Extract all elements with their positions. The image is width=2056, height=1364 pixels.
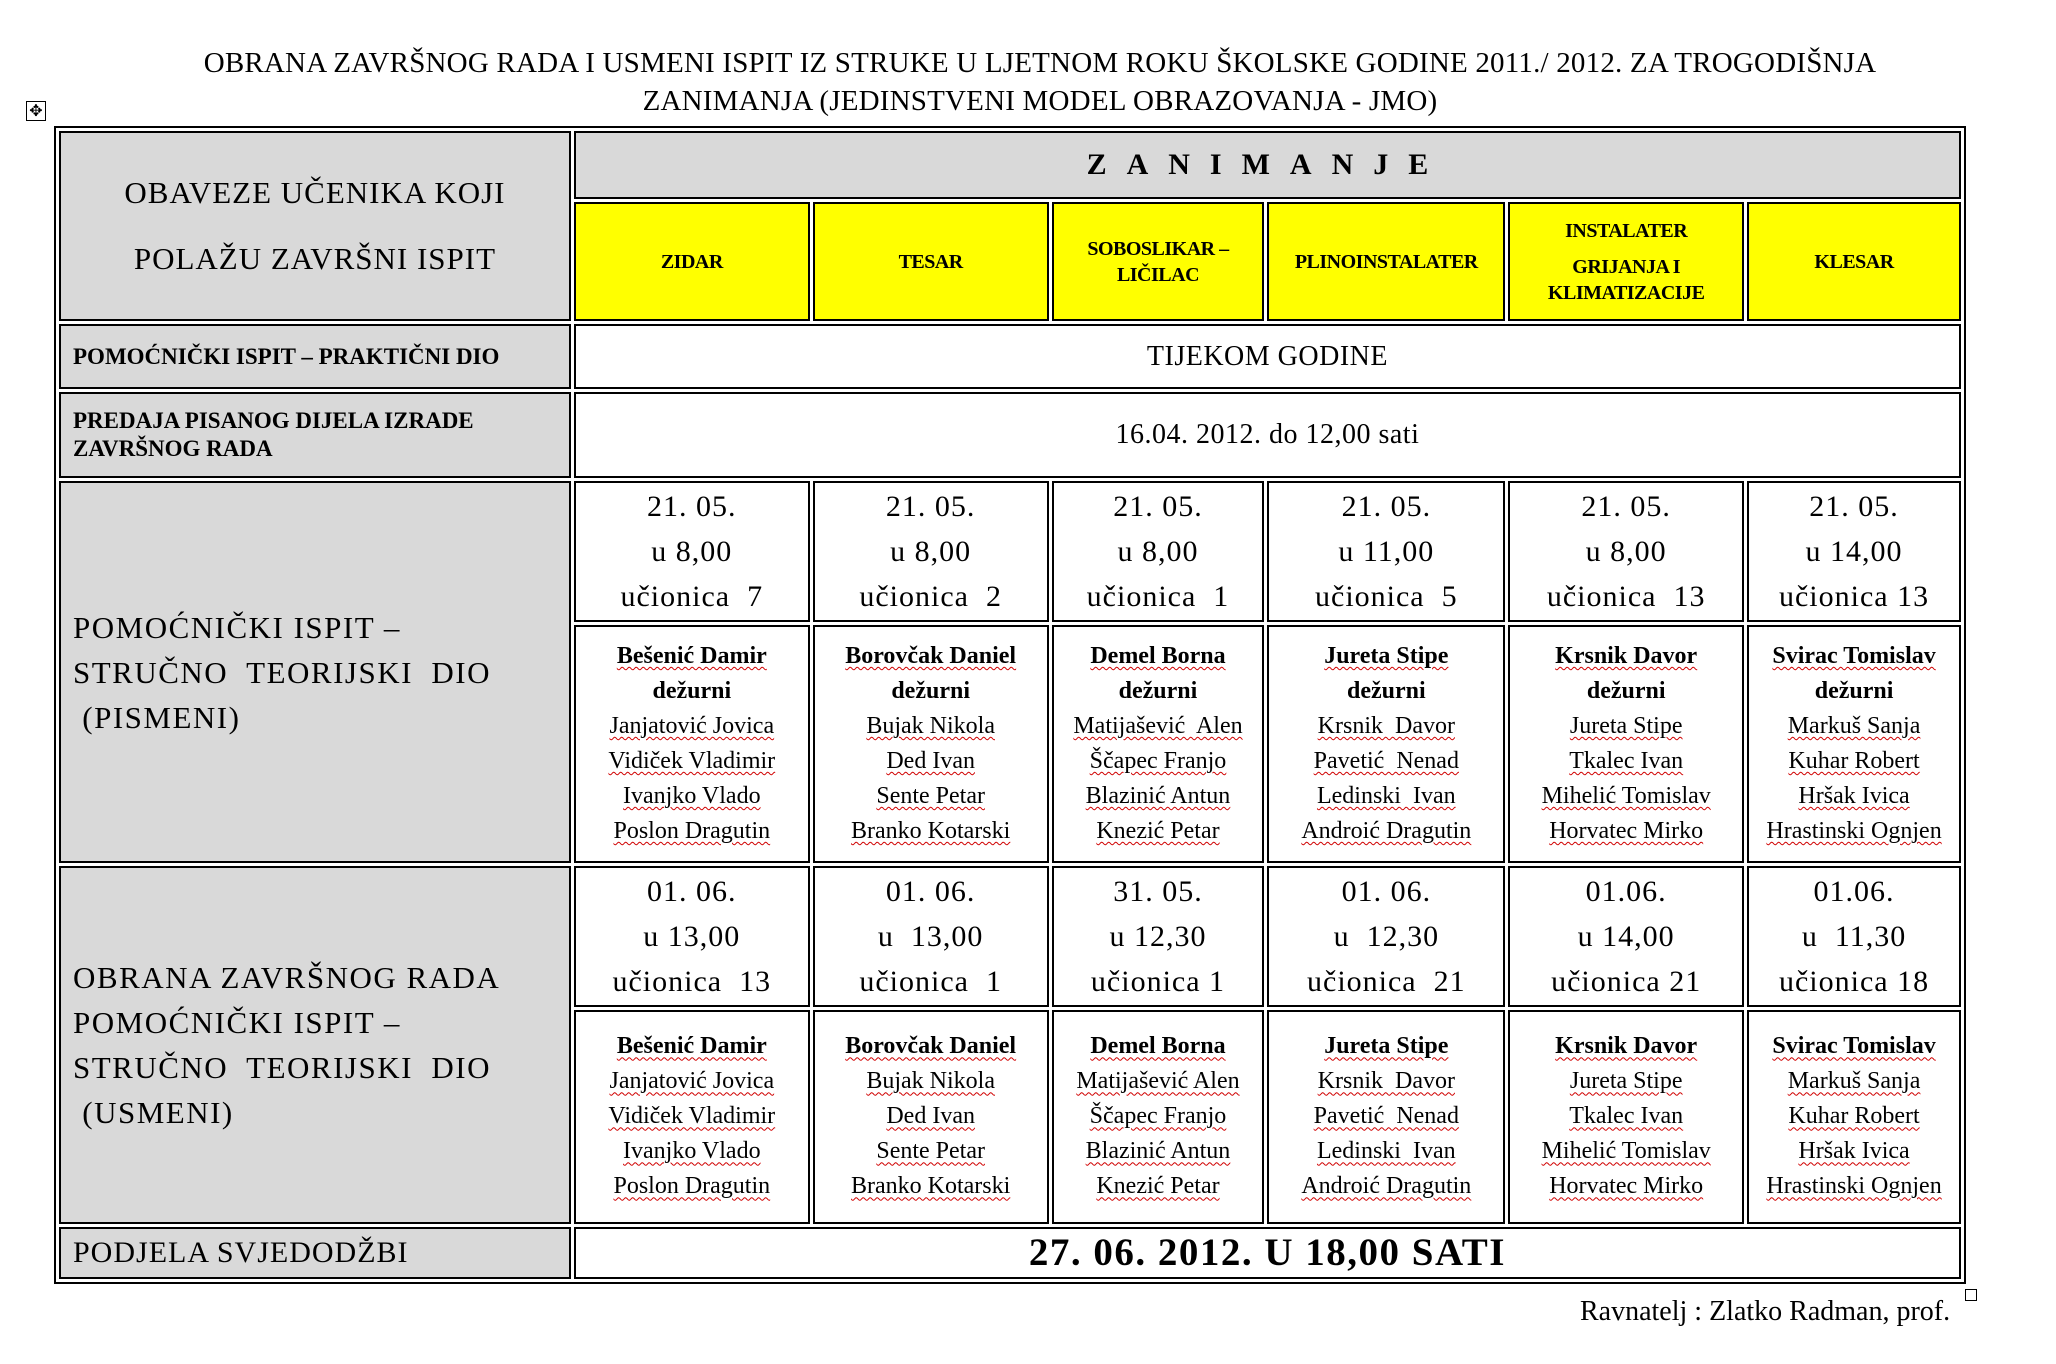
obligations-header [59,131,571,321]
table-move-icon[interactable]: ✥ [26,101,46,121]
occupation-name-line: PLINOINSTALATER [1294,250,1478,273]
committee-member-name: Ledinski Ivan [1316,1138,1456,1165]
committee-member [1269,1134,1503,1169]
occupation-name-line: GRIJANJA I [1572,255,1681,278]
committee-head [1054,639,1263,674]
exam-room: učionica 1 [1086,580,1230,614]
committee-member [815,1134,1047,1169]
committee-cell [1267,625,1505,863]
exam-room: učionica 7 [620,580,764,614]
committee-cell [1052,625,1265,863]
committee-member [1510,1134,1742,1169]
committee-member [1510,779,1742,814]
exam-time: u 11,00 [1338,535,1435,569]
committee-member [1269,744,1503,779]
committee-member-name: Knezić Petar [1096,818,1220,845]
exam-time: u 8,00 [1117,535,1199,569]
exam-date: 21. 05. [647,490,737,524]
committee-member-name: Hrastinski Ognjen [1766,1173,1942,1200]
committee-head [1269,1029,1503,1064]
exam-time: u 8,00 [651,535,733,569]
duty-label: dežurni [1814,678,1894,705]
occupation-header [574,202,810,321]
committee-member-name: Androić Dragutin [1301,818,1472,845]
committee-member [1054,1099,1263,1134]
committee-head-name: Borovčak Daniel [845,1033,1017,1060]
committee-member [815,744,1047,779]
committee-head-name: Demel Borna [1090,643,1226,670]
committee-member-name: Sente Petar [876,1138,985,1165]
committee-member-name: Ded Ivan [886,1103,975,1130]
occupation-header [1052,202,1265,321]
committee-member [1510,1099,1742,1134]
committee-member [1269,1169,1503,1204]
occupation-header [1747,202,1961,321]
row-label-line: STRUČNO TEORIJSKI DIO [73,1049,492,1085]
row-label-line: OBRANA ZAVRŠNOG RADA [73,959,501,995]
exam-date: 01.06. [1585,875,1667,909]
signature [1580,1296,1950,1328]
committee-member [1269,1099,1503,1134]
exam-room: učionica 1 [859,965,1002,999]
committee-member [1054,1169,1263,1204]
schedule-table [54,126,1966,1284]
certificates-value: 27. 06. 2012. U 18,00 SATI [574,1227,1961,1279]
committee-head-name: Krsnik Davor [1555,1033,1698,1060]
exam-slot [1508,866,1744,1007]
committee-cell [813,625,1049,863]
obligations-line-1: OBAVEZE UČENIKA KOJI [124,175,506,211]
committee-member-name: Hršak Ivica [1798,783,1910,810]
written-label [59,481,571,863]
committee-member [1749,744,1959,779]
committee-member [1054,814,1263,849]
exam-date: 21. 05. [1809,490,1899,524]
title-line-2: ZANIMANJA (JEDINSTVENI MODEL OBRAZOVANJA - JMO) [642,85,1438,117]
committee-member-name: Hrastinski Ognjen [1766,818,1942,845]
committee-member [815,1099,1047,1134]
exam-room: učionica 21 [1307,965,1466,999]
occupation-name-line: ZIDAR [660,250,723,273]
committee-member [1510,1064,1742,1099]
oral-slots-row [59,866,1961,1007]
exam-date: 01. 06. [885,875,976,909]
committee-head-name: Svirac Tomislav [1772,643,1936,670]
committee-head [1269,639,1503,674]
duty-label: dežurni [652,678,732,705]
occupation-header [813,202,1049,321]
committee-head-name: Borovčak Daniel [845,643,1017,670]
exam-time: u 8,00 [1585,535,1667,569]
committee-head [1054,1029,1263,1064]
committee-cell [1747,625,1961,863]
committee-member-name: Knezić Petar [1096,1173,1220,1200]
committee-head-name: Krsnik Davor [1555,643,1698,670]
occupation-name-line: INSTALATER [1565,219,1688,242]
committee-member [1269,1064,1503,1099]
committee-member [576,1134,808,1169]
committee-member-name: Vidiček Vladimir [608,1103,776,1130]
exam-slot [574,481,810,622]
committee-head-name: Bešenić Damir [616,1033,767,1060]
exam-slot [1508,481,1744,622]
committee-member [1749,709,1959,744]
exam-time: u 13,00 [643,920,741,954]
committee-member [576,779,808,814]
committee-member [576,814,808,849]
exam-room: učionica 5 [1315,580,1458,614]
occupation-name-line: TESAR [898,250,963,273]
committee-member [815,814,1047,849]
row-label-line: (USMENI) [73,1094,234,1130]
exam-slot [1747,866,1961,1007]
occupation-name-line: KLESAR [1814,250,1894,273]
committee-member-name: Pavetić Nenad [1313,748,1459,775]
committee-head [1510,1029,1742,1064]
exam-date: 01. 06. [1341,875,1432,909]
exam-slot [1052,481,1265,622]
committee-member-name: Kuhar Robert [1788,1103,1920,1130]
committee-cell [574,625,810,863]
committee-cell [813,1010,1049,1224]
committee-member [1054,1064,1263,1099]
committee-member-name: Ivanjko Vlado [623,783,761,810]
occupation-name-line: LIČILAC [1116,263,1200,286]
committee-member [1269,709,1503,744]
practical-label: POMOĆNIČKI ISPIT – PRAKTIČNI DIO [59,324,571,388]
committee-head [576,639,808,674]
committee-member [1269,779,1503,814]
written-slots-row [59,481,1961,622]
exam-room: učionica 13 [1778,580,1930,614]
committee-cell [1052,1010,1265,1224]
committee-member [1510,744,1742,779]
exam-time: u 12,30 [1333,920,1440,954]
exam-time: u 13,00 [877,920,984,954]
committee-member [1749,1064,1959,1099]
exam-slot [813,866,1049,1007]
committee-head [815,1029,1047,1064]
exam-room: učionica 13 [1546,580,1706,614]
committee-head [576,1029,808,1064]
obligations-line-2: POLAŽU ZAVRŠNI ISPIT [133,241,497,277]
exam-room: učionica 1 [1090,965,1226,999]
exam-date: 21. 05. [1581,490,1671,524]
committee-member [1749,814,1959,849]
committee-member-name: Kuhar Robert [1788,748,1920,775]
committee-member-name: Bujak Nikola [866,1068,995,1095]
row-label-line: (PISMENI) [73,699,241,735]
exam-room: učionica 13 [612,965,772,999]
title-line-1: OBRANA ZAVRŠNOG RADA I USMENI ISPIT IZ STRUKE U LJETNOM ROKU ŠKOLSKE GODINE 2011./ 2012. ZA TROGODIŠNJA [203,47,1877,79]
committee-head [1510,639,1742,674]
committee-cell [1508,625,1744,863]
committee-member-name: Matijašević Alen [1076,1068,1240,1095]
document-title [40,44,2040,120]
committee-member [1510,814,1742,849]
occupation-name-line: KLIMATIZACIJE [1547,281,1705,304]
committee-member-name: Janjatović Jovica [609,1068,775,1095]
committee-member-name: Vidiček Vladimir [608,748,776,775]
committee-member-name: Ivanjko Vlado [623,1138,761,1165]
exam-slot [1052,866,1265,1007]
committee-member-name: Tkalec Ivan [1569,1103,1684,1130]
submission-label [59,392,571,479]
committee-member-name: Pavetić Nenad [1313,1103,1459,1130]
committee-member-name: Jureta Stipe [1569,1068,1683,1095]
committee-cell [1508,1010,1744,1224]
committee-member-name: Janjatović Jovica [609,713,775,740]
certificates-label: PODJELA SVJEDODŽBI [59,1227,571,1279]
committee-member-name: Krsnik Davor [1317,713,1455,740]
committee-member [1269,814,1503,849]
row-label-line: POMOĆNIČKI ISPIT – [73,1004,401,1040]
submission-label-line-2: ZAVRŠNOG RADA [73,436,273,462]
committee-member-name: Ščapec Franjo [1089,1103,1227,1130]
exam-date: 01.06. [1813,875,1895,909]
committee-member-name: Tkalec Ivan [1569,748,1684,775]
submission-value: 16.04. 2012. do 12,00 sati [574,392,1961,479]
exam-time: u 14,00 [1577,920,1675,954]
exam-room: učionica 21 [1551,965,1702,999]
committee-member [1510,709,1742,744]
exam-time: u 8,00 [890,535,972,569]
committee-member [1749,1169,1959,1204]
exam-time: u 11,30 [1801,920,1907,954]
committee-member-name: Markuš Sanja [1787,713,1921,740]
committee-head [1749,639,1959,674]
committee-member [576,1064,808,1099]
occupation-group-header: ZANIMANJE [574,131,1961,199]
table-resize-handle[interactable] [1965,1289,1977,1301]
exam-date: 31. 05. [1113,875,1203,909]
committee-member-name: Branko Kotarski [851,1173,1011,1200]
exam-date: 01. 06. [647,875,737,909]
committee-head-name: Svirac Tomislav [1772,1033,1936,1060]
committee-member-name: Ded Ivan [886,748,975,775]
duty-label: dežurni [1586,678,1666,705]
committee-member-name: Jureta Stipe [1569,713,1683,740]
committee-head-name: Bešenić Damir [616,643,767,670]
committee-member-name: Krsnik Davor [1317,1068,1455,1095]
exam-slot [1267,866,1505,1007]
committee-member-name: Hršak Ivica [1798,1138,1910,1165]
committee-member-name: Mihelić Tomislav [1541,1138,1711,1165]
committee-member [815,709,1047,744]
oral-label [59,866,571,1224]
exam-slot [1747,481,1961,622]
committee-member [1054,744,1263,779]
committee-member [1510,1169,1742,1204]
committee-cell [574,1010,810,1224]
exam-time: u 14,00 [1805,535,1903,569]
exam-room: učionica 2 [859,580,1002,614]
committee-member [576,1169,808,1204]
committee-member-name: Mihelić Tomislav [1541,783,1711,810]
committee-member-name: Blazinić Antun [1085,783,1231,810]
committee-member [815,1169,1047,1204]
committee-member-name: Sente Petar [876,783,985,810]
committee-member [1749,779,1959,814]
committee-member-name: Ščapec Franjo [1089,748,1227,775]
committee-member [1749,1134,1959,1169]
duty-label: dežurni [891,678,970,705]
committee-member-name: Branko Kotarski [851,818,1011,845]
exam-date: 21. 05. [885,490,976,524]
committee-member-name: Markuš Sanja [1787,1068,1921,1095]
committee-member [1054,1134,1263,1169]
committee-member [1749,1099,1959,1134]
duty-label: dežurni [1346,678,1426,705]
row-label-line: POMOĆNIČKI ISPIT – [73,609,401,645]
committee-cell [1747,1010,1961,1224]
occupation-name-line: SOBOSLIKAR – [1087,237,1229,260]
committee-member [576,709,808,744]
exam-room: učionica 18 [1778,965,1930,999]
exam-slot [1267,481,1505,622]
committee-head-name: Demel Borna [1090,1033,1226,1060]
committee-member-name: Matijašević Alen [1073,713,1243,740]
committee-head-name: Jureta Stipe [1324,1033,1449,1060]
committee-head [815,639,1047,674]
committee-member-name: Androić Dragutin [1301,1173,1472,1200]
committee-member-name: Ledinski Ivan [1316,783,1456,810]
exam-date: 21. 05. [1341,490,1432,524]
committee-member [815,1064,1047,1099]
committee-member [1054,779,1263,814]
committee-head [1749,1029,1959,1064]
committee-member-name: Bujak Nikola [866,713,995,740]
exam-date: 21. 05. [1113,490,1203,524]
occupation-header [1508,202,1744,321]
row-label-line: STRUČNO TEORIJSKI DIO [73,654,492,690]
committee-member [576,1099,808,1134]
committee-member [1054,709,1263,744]
exam-slot [813,481,1049,622]
occupation-header [1267,202,1505,321]
committee-member-name: Horvatec Mirko [1549,1173,1704,1200]
committee-cell [1267,1010,1505,1224]
committee-member-name: Horvatec Mirko [1549,818,1704,845]
signature-text: Ravnatelj : Zlatko Radman, prof. [1580,1296,1951,1327]
submission-label-line-1: PREDAJA PISANOG DIJELA IZRADE [73,408,474,434]
committee-member-name: Blazinić Antun [1085,1138,1231,1165]
committee-member [815,779,1047,814]
committee-head-name: Jureta Stipe [1324,643,1449,670]
exam-slot [574,866,810,1007]
committee-member [576,744,808,779]
practical-value: TIJEKOM GODINE [574,324,1961,388]
committee-member-name: Poslon Dragutin [613,818,771,845]
duty-label: dežurni [1118,678,1198,705]
committee-member-name: Poslon Dragutin [613,1173,771,1200]
exam-time: u 12,30 [1109,920,1207,954]
